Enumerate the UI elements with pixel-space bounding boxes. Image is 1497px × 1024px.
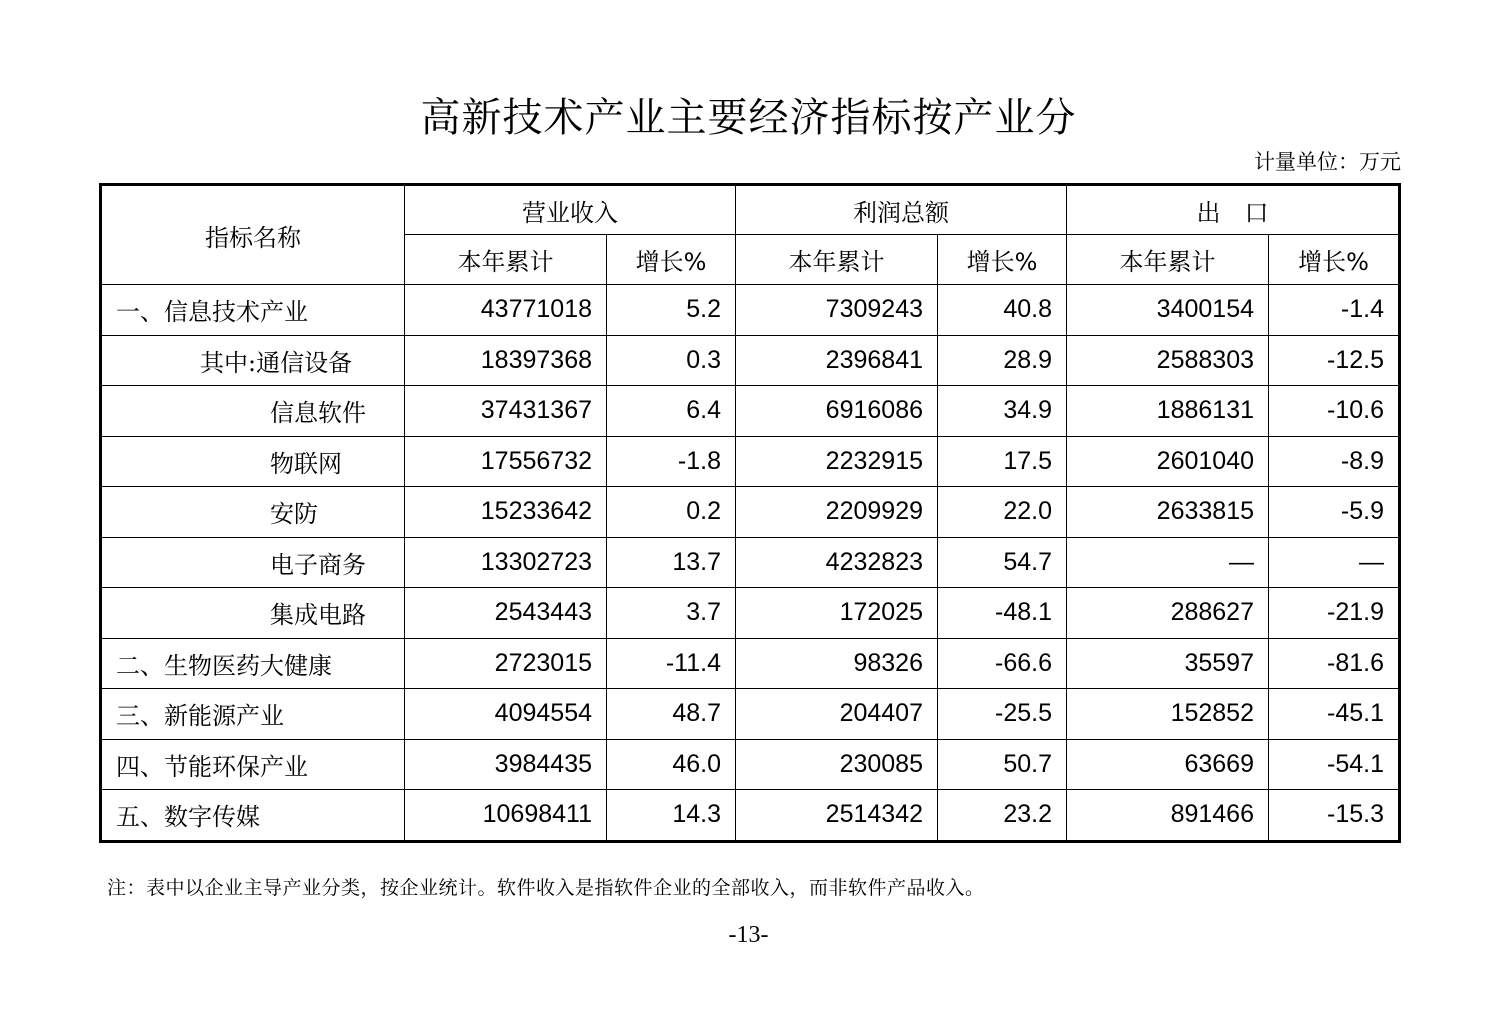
cell-export-ytd: 3400154 — [1067, 285, 1269, 336]
cell-profit-ytd: 230085 — [736, 739, 938, 790]
cell-export-growth: — — [1269, 537, 1400, 588]
table-body — [101, 285, 1400, 842]
cell-export-ytd: 152852 — [1067, 689, 1269, 740]
header-revenue-ytd: 本年累计 — [405, 235, 607, 285]
page-title: 高新技术产业主要经济指标按产业分 — [420, 95, 1077, 141]
table-row — [101, 537, 1400, 588]
cell-export-ytd: 288627 — [1067, 588, 1269, 639]
cell-export-ytd: 2601040 — [1067, 436, 1269, 487]
footnote: 注：表中以企业主导产业分类，按企业统计。软件收入是指软件企业的全部收入，而非软件产品收入。 — [107, 877, 985, 899]
cell-export-growth: -81.6 — [1269, 638, 1400, 689]
cell-revenue-growth: 5.2 — [607, 285, 736, 336]
cell-export-growth: -8.9 — [1269, 436, 1400, 487]
cell-profit-growth: -66.6 — [938, 638, 1067, 689]
table-row — [101, 436, 1400, 487]
header-indicator-name: 指标名称 — [101, 185, 405, 285]
row-name: 五、数字传媒 — [101, 790, 405, 842]
table-row — [101, 638, 1400, 689]
cell-export-ytd: 63669 — [1067, 739, 1269, 790]
cell-revenue-growth: 46.0 — [607, 739, 736, 790]
header-group-revenue: 营业收入 — [405, 185, 736, 235]
cell-profit-growth: 34.9 — [938, 386, 1067, 437]
row-name: 二、生物医药大健康 — [101, 638, 405, 689]
table-row — [101, 689, 1400, 740]
cell-export-ytd: 1886131 — [1067, 386, 1269, 437]
header-revenue-growth: 增长% — [607, 235, 736, 285]
cell-profit-ytd: 2232915 — [736, 436, 938, 487]
table-row — [101, 588, 1400, 639]
cell-export-growth: -12.5 — [1269, 335, 1400, 386]
cell-revenue-growth: 14.3 — [607, 790, 736, 842]
cell-revenue-ytd: 37431367 — [405, 386, 607, 437]
table-row — [101, 739, 1400, 790]
cell-revenue-ytd: 2543443 — [405, 588, 607, 639]
row-name: 四、节能环保产业 — [101, 739, 405, 790]
cell-revenue-growth: 48.7 — [607, 689, 736, 740]
cell-export-growth: -45.1 — [1269, 689, 1400, 740]
header-group-export: 出 口 — [1067, 185, 1400, 235]
cell-revenue-growth: 3.7 — [607, 588, 736, 639]
row-name: 三、新能源产业 — [101, 689, 405, 740]
header-export-ytd: 本年累计 — [1067, 235, 1269, 285]
cell-profit-ytd: 204407 — [736, 689, 938, 740]
cell-profit-growth: 22.0 — [938, 487, 1067, 538]
cell-export-growth: -21.9 — [1269, 588, 1400, 639]
header-group-profit: 利润总额 — [736, 185, 1067, 235]
cell-export-growth: -5.9 — [1269, 487, 1400, 538]
indicator-table — [99, 183, 1401, 843]
cell-revenue-ytd: 10698411 — [405, 790, 607, 842]
cell-profit-growth: 40.8 — [938, 285, 1067, 336]
header-profit-ytd: 本年累计 — [736, 235, 938, 285]
cell-profit-ytd: 98326 — [736, 638, 938, 689]
row-name: 其中:通信设备 — [101, 335, 405, 386]
cell-export-growth: -10.6 — [1269, 386, 1400, 437]
cell-revenue-growth: -11.4 — [607, 638, 736, 689]
cell-profit-growth: 50.7 — [938, 739, 1067, 790]
header-export-growth: 增长% — [1269, 235, 1400, 285]
cell-revenue-ytd: 43771018 — [405, 285, 607, 336]
cell-revenue-growth: 13.7 — [607, 537, 736, 588]
unit-note: 计量单位：万元 — [1254, 150, 1401, 174]
header-profit-growth: 增长% — [938, 235, 1067, 285]
cell-profit-ytd: 2514342 — [736, 790, 938, 842]
table-row — [101, 335, 1400, 386]
row-name: 物联网 — [101, 436, 405, 487]
row-name: 集成电路 — [101, 588, 405, 639]
cell-export-ytd: — — [1067, 537, 1269, 588]
table-row — [101, 285, 1400, 336]
cell-export-ytd: 2633815 — [1067, 487, 1269, 538]
row-name: 信息软件 — [101, 386, 405, 437]
cell-export-ytd: 35597 — [1067, 638, 1269, 689]
cell-revenue-ytd: 2723015 — [405, 638, 607, 689]
table-row — [101, 487, 1400, 538]
cell-profit-growth: -25.5 — [938, 689, 1067, 740]
cell-export-ytd: 891466 — [1067, 790, 1269, 842]
cell-profit-growth: -48.1 — [938, 588, 1067, 639]
cell-profit-ytd: 172025 — [736, 588, 938, 639]
cell-revenue-ytd: 17556732 — [405, 436, 607, 487]
row-name: 一、信息技术产业 — [101, 285, 405, 336]
cell-revenue-growth: 6.4 — [607, 386, 736, 437]
cell-revenue-ytd: 18397368 — [405, 335, 607, 386]
cell-profit-ytd: 2209929 — [736, 487, 938, 538]
page-number: -13- — [728, 922, 769, 948]
cell-export-ytd: 2588303 — [1067, 335, 1269, 386]
cell-export-growth: -54.1 — [1269, 739, 1400, 790]
cell-profit-ytd: 2396841 — [736, 335, 938, 386]
cell-revenue-ytd: 13302723 — [405, 537, 607, 588]
cell-profit-growth: 28.9 — [938, 335, 1067, 386]
cell-profit-growth: 23.2 — [938, 790, 1067, 842]
cell-revenue-growth: 0.3 — [607, 335, 736, 386]
cell-revenue-growth: 0.2 — [607, 487, 736, 538]
cell-profit-growth: 17.5 — [938, 436, 1067, 487]
cell-revenue-ytd: 15233642 — [405, 487, 607, 538]
table-row — [101, 790, 1400, 842]
row-name: 电子商务 — [101, 537, 405, 588]
cell-profit-ytd: 6916086 — [736, 386, 938, 437]
cell-revenue-ytd: 4094554 — [405, 689, 607, 740]
cell-revenue-growth: -1.8 — [607, 436, 736, 487]
cell-export-growth: -1.4 — [1269, 285, 1400, 336]
cell-export-growth: -15.3 — [1269, 790, 1400, 842]
cell-revenue-ytd: 3984435 — [405, 739, 607, 790]
row-name: 安防 — [101, 487, 405, 538]
cell-profit-growth: 54.7 — [938, 537, 1067, 588]
cell-profit-ytd: 4232823 — [736, 537, 938, 588]
cell-profit-ytd: 7309243 — [736, 285, 938, 336]
table-row — [101, 386, 1400, 437]
